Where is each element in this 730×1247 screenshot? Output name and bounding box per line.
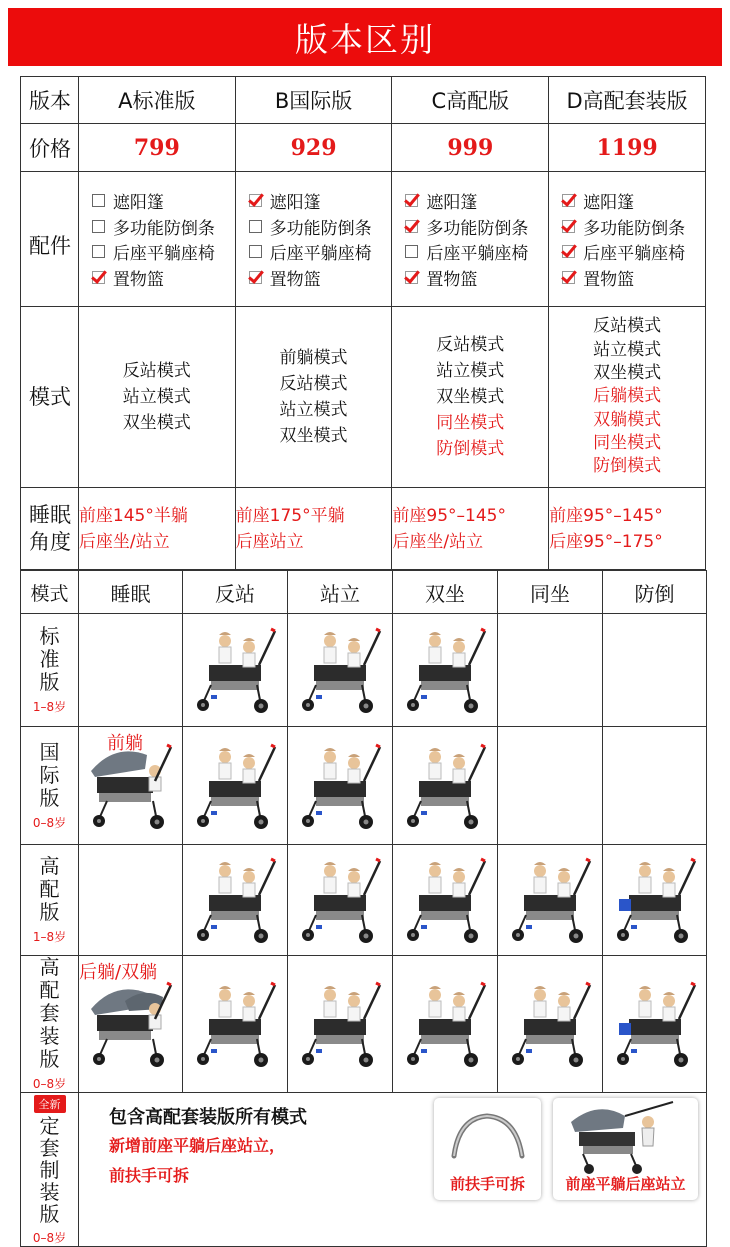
grid-row-label <box>21 956 79 1093</box>
version-vertical-label <box>21 625 78 694</box>
stroller-photo-icon <box>399 625 491 715</box>
stroller-photo <box>189 979 281 1069</box>
mode-photo-grid <box>20 570 707 1247</box>
stroller-photo <box>294 741 386 831</box>
modes-cell <box>78 307 235 488</box>
accessories-cell <box>235 172 392 307</box>
stroller-recline-icon <box>553 1098 698 1176</box>
accessory-item <box>236 265 392 291</box>
mode-label: 双躺模式 <box>593 409 662 430</box>
stroller-photo-icon <box>399 741 491 831</box>
unchecked-box-icon <box>405 245 418 258</box>
unchecked-box-icon <box>249 220 262 233</box>
stroller-photo-icon <box>189 625 281 715</box>
accessory-item <box>79 188 235 214</box>
grid-row-high-set <box>21 956 707 1093</box>
accessories-row <box>21 172 706 307</box>
grid-row-international <box>21 727 707 845</box>
row-label-price: 价格 <box>21 124 79 172</box>
grid-cell <box>183 845 288 956</box>
grid-row-label <box>21 614 79 727</box>
mode-label: 双坐模式 <box>279 426 348 446</box>
grid-cell <box>393 956 498 1093</box>
card-label: 前扶手可拆 <box>449 1175 525 1193</box>
checked-box-icon <box>562 220 575 233</box>
accessory-label: 多功能防倒条 <box>269 218 372 239</box>
stroller-photo-icon <box>399 979 491 1069</box>
grid-row-custom <box>21 1093 707 1247</box>
sleep-angle-text: 后座95°–175° <box>549 531 663 552</box>
accessory-label: 后座平躺座椅 <box>112 244 215 265</box>
grid-cell <box>183 727 288 845</box>
stroller-photo-icon <box>504 979 596 1069</box>
grid-cell <box>79 845 183 956</box>
grid-cell <box>79 727 183 845</box>
version-label-text: 高配套装版 <box>39 955 60 1071</box>
stroller-photo-icon <box>609 979 701 1069</box>
row-label-sleep: 睡眠角度 <box>21 488 79 570</box>
stroller-photo-icon <box>189 741 281 831</box>
grid-cell <box>498 614 603 727</box>
grid-cell <box>79 614 183 727</box>
accessory-item <box>549 188 705 214</box>
grid-cell <box>288 727 393 845</box>
grid-cell <box>498 845 603 956</box>
price-value: 999 <box>392 124 549 172</box>
accessory-label: 遮阳篷 <box>426 193 478 214</box>
detachable-handle-card <box>434 1098 541 1200</box>
mode-label: 反站模式 <box>593 316 662 337</box>
mode-label: 双坐模式 <box>122 413 191 433</box>
grid-cell <box>498 956 603 1093</box>
age-range: 1–8岁 <box>32 700 67 714</box>
stroller-photo-icon <box>609 855 701 945</box>
accessory-item <box>392 239 548 265</box>
custom-row-label <box>21 1093 79 1247</box>
grid-cell <box>288 614 393 727</box>
stroller-photo <box>609 979 701 1069</box>
custom-line-2: 新增前座平躺后座站立， <box>109 1136 286 1155</box>
accessory-label: 后座平躺座椅 <box>269 244 372 265</box>
row-label-version: 版本 <box>21 77 79 124</box>
sleep-mode-caption: 前躺 <box>107 733 143 754</box>
stroller-photo <box>189 625 281 715</box>
stroller-photo-icon <box>504 855 596 945</box>
version-label-text: 高配版 <box>39 854 60 924</box>
accessory-label: 置物篮 <box>269 269 321 290</box>
mode-label: 双坐模式 <box>593 363 662 384</box>
stroller-photo-icon <box>189 979 281 1069</box>
version-name: D高配套装版 <box>549 77 706 124</box>
price-value: 799 <box>78 124 235 172</box>
accessory-label: 后座平躺座椅 <box>426 244 529 265</box>
grid-header-6: 防倒 <box>603 571 707 614</box>
sleep-angle-cell <box>235 488 392 570</box>
accessory-item <box>79 265 235 291</box>
grid-row-high <box>21 845 707 956</box>
modes-cell <box>392 307 549 488</box>
stroller-photo-icon <box>399 855 491 945</box>
stroller-photo-icon <box>85 979 177 1069</box>
mode-label: 反站模式 <box>122 361 191 381</box>
age-range: 0–8岁 <box>32 815 67 830</box>
grid-cell <box>183 956 288 1093</box>
accessory-label: 遮阳篷 <box>583 193 635 214</box>
grid-row-label <box>21 845 79 956</box>
accessory-item <box>236 188 392 214</box>
grid-cell <box>603 614 707 727</box>
accessories-cell <box>549 172 706 307</box>
accessory-item <box>392 188 548 214</box>
stroller-photo-icon <box>294 741 386 831</box>
checked-box-icon <box>562 271 575 284</box>
checked-box-icon <box>249 271 262 284</box>
accessory-item <box>549 265 705 291</box>
accessory-item <box>549 239 705 265</box>
accessory-label: 置物篮 <box>112 269 164 290</box>
unchecked-box-icon <box>92 220 105 233</box>
row-label-modes: 模式 <box>21 307 79 488</box>
accessory-item <box>236 239 392 265</box>
custom-line-1: 包含高配套装版所有模式 <box>109 1107 307 1128</box>
stroller-photo <box>399 625 491 715</box>
accessory-item <box>392 214 548 240</box>
grid-row-standard <box>21 614 707 727</box>
accessory-label: 置物篮 <box>583 269 635 290</box>
grid-cell <box>393 614 498 727</box>
stroller-photo <box>609 855 701 945</box>
accessory-item <box>236 214 392 240</box>
card-label: 前座平躺后座站立 <box>565 1175 686 1193</box>
front-handlebar-icon <box>434 1098 541 1173</box>
stroller-photo <box>504 979 596 1069</box>
checked-box-icon <box>405 271 418 284</box>
grid-cell <box>603 956 707 1093</box>
grid-cell <box>79 956 183 1093</box>
accessories-cell <box>78 172 235 307</box>
sleep-angle-text: 前座175°平躺 <box>235 505 345 526</box>
grid-cell <box>603 845 707 956</box>
mode-label: 防倒模式 <box>436 439 505 459</box>
sleep-angle-text: 后座坐/站立 <box>78 531 170 552</box>
grid-header-3: 站立 <box>288 571 393 614</box>
mode-label: 站立模式 <box>436 361 505 381</box>
age-range: 0–8岁 <box>32 1077 67 1091</box>
version-vertical-label <box>21 956 78 1071</box>
accessory-label: 遮阳篷 <box>112 193 164 214</box>
sleep-angle-text: 前座95°–145° <box>392 505 507 526</box>
stroller-photo-icon <box>294 855 386 945</box>
mode-label: 防倒模式 <box>593 456 662 477</box>
grid-cell <box>393 845 498 956</box>
stroller-photo-icon <box>189 855 281 945</box>
grid-header-0: 模式 <box>21 571 79 614</box>
price-row <box>21 124 706 172</box>
accessories-cell <box>392 172 549 307</box>
checked-box-icon <box>405 220 418 233</box>
version-name: B国际版 <box>235 77 392 124</box>
sleep-angle-text: 后座站立 <box>235 531 304 552</box>
sleep-angle-text: 前座95°–145° <box>549 505 663 526</box>
stroller-photo <box>85 979 177 1069</box>
mode-label: 站立模式 <box>279 400 348 420</box>
sleep-angle-text: 后座坐/站立 <box>392 531 484 552</box>
mode-label: 同坐模式 <box>436 413 505 433</box>
unchecked-box-icon <box>249 245 262 258</box>
checked-box-icon <box>249 194 262 207</box>
stroller-photo <box>189 855 281 945</box>
grid-cell <box>498 727 603 845</box>
version-label-text: 国际版 <box>39 739 60 810</box>
grid-header-row <box>21 571 707 614</box>
mode-label: 同坐模式 <box>593 432 662 453</box>
grid-cell <box>288 956 393 1093</box>
custom-description-cell <box>79 1093 707 1247</box>
stroller-photo <box>399 855 491 945</box>
stroller-photo <box>399 979 491 1069</box>
modes-row <box>21 307 706 488</box>
stroller-photo <box>294 979 386 1069</box>
accessory-label: 多功能防倒条 <box>112 218 215 239</box>
mode-label: 后躺模式 <box>593 386 662 407</box>
version-vertical-label <box>21 855 78 924</box>
banner-title: 版本区别 <box>295 19 435 59</box>
mode-label: 双坐模式 <box>436 387 505 407</box>
sleep-angle-text: 前座145°半躺 <box>78 505 188 526</box>
unchecked-box-icon <box>92 194 105 207</box>
checked-box-icon <box>562 194 575 207</box>
accessory-label: 遮阳篷 <box>269 193 321 214</box>
accessory-label: 后座平躺座椅 <box>583 244 686 265</box>
grid-header-2: 反站 <box>183 571 288 614</box>
price-value: 1199 <box>549 124 706 172</box>
sleep-angle-cell <box>549 488 706 570</box>
checked-box-icon <box>92 271 105 284</box>
mode-label: 反站模式 <box>279 374 348 394</box>
new-badge: 全新 <box>34 1095 66 1113</box>
accessory-item <box>79 214 235 240</box>
mode-label: 站立模式 <box>122 387 191 407</box>
title-banner <box>8 8 722 66</box>
unchecked-box-icon <box>92 245 105 258</box>
stroller-photo <box>504 855 596 945</box>
modes-cell <box>549 307 706 488</box>
mode-label: 站立模式 <box>593 339 662 360</box>
grid-cell <box>183 614 288 727</box>
sleep-mode-caption: 后躺/双躺 <box>79 962 158 983</box>
custom-version-label: 定套制装版 <box>39 1114 60 1226</box>
stroller-photo <box>189 741 281 831</box>
stroller-photo <box>294 625 386 715</box>
sleep-angle-cell <box>78 488 235 570</box>
accessory-item <box>549 214 705 240</box>
stroller-photo <box>294 855 386 945</box>
accessory-label: 多功能防倒条 <box>426 218 529 239</box>
version-row <box>21 77 706 124</box>
version-name: C高配版 <box>392 77 549 124</box>
version-label-text: 标准版 <box>39 624 60 694</box>
grid-cell <box>603 727 707 845</box>
grid-cell <box>393 727 498 845</box>
price-value: 929 <box>235 124 392 172</box>
version-name: A标准版 <box>78 77 235 124</box>
mode-label: 前躺模式 <box>279 348 348 368</box>
mode-label: 反站模式 <box>436 335 505 355</box>
version-vertical-label <box>21 741 78 810</box>
accessory-item <box>392 265 548 291</box>
custom-line-3: 前扶手可拆 <box>109 1166 190 1185</box>
recline-stand-card <box>553 1098 698 1200</box>
grid-header-5: 同坐 <box>498 571 603 614</box>
version-comparison-table <box>20 76 706 570</box>
accessory-label: 多功能防倒条 <box>583 218 686 239</box>
custom-age-range: 0–8岁 <box>32 1231 67 1245</box>
grid-cell <box>288 845 393 956</box>
grid-header-4: 双坐 <box>393 571 498 614</box>
checked-box-icon <box>562 245 575 258</box>
accessory-item <box>79 239 235 265</box>
row-label-accessories: 配件 <box>21 172 79 307</box>
stroller-photo-icon <box>294 979 386 1069</box>
stroller-photo-icon <box>294 625 386 715</box>
checked-box-icon <box>405 194 418 207</box>
sleep-angle-row <box>21 488 706 570</box>
grid-row-label <box>21 727 79 845</box>
grid-header-1: 睡眠 <box>79 571 183 614</box>
modes-cell <box>235 307 392 488</box>
stroller-photo <box>399 741 491 831</box>
accessory-label: 置物篮 <box>426 269 478 290</box>
age-range: 1–8岁 <box>32 930 67 944</box>
sleep-angle-cell <box>392 488 549 570</box>
